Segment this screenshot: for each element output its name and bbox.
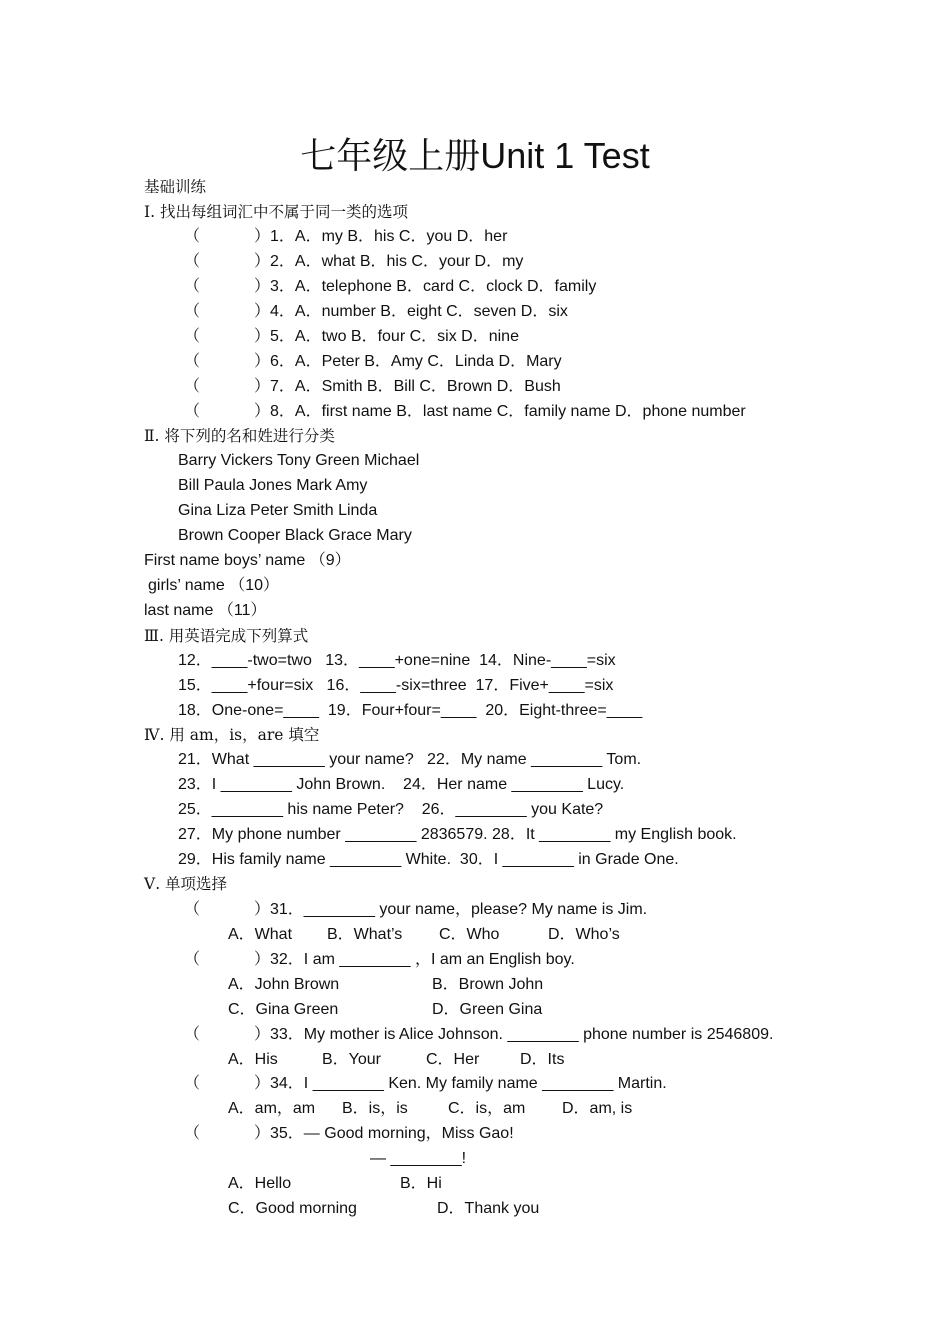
category-girls-name: girls’ name （10） — [148, 577, 280, 594]
option-31-c: C．Who — [439, 926, 500, 943]
option-34-b: B．is，is — [342, 1100, 408, 1117]
option-31-d: D．Who’s — [548, 926, 620, 943]
option-31-b: B．What’s — [327, 926, 403, 943]
option-32-b: B．Brown John — [432, 976, 544, 993]
answer-paren: （ — [184, 901, 201, 918]
category-boys-name: First name boys’ name （9） — [144, 552, 351, 569]
option-32-c: C．Gina Green — [228, 1001, 339, 1018]
names-row-2: Bill Paula Jones Mark Amy — [178, 477, 368, 494]
answer-paren: （ — [184, 303, 201, 320]
answer-paren: （ — [184, 1125, 201, 1142]
question-3: ）3．A．telephone B．card C．clock D．family — [254, 278, 597, 295]
question-32: ）32．I am ________ ，I am an English boy. — [254, 951, 575, 968]
question-33: ）33．My mother is Alice Johnson. ________ phone number is 2546809. — [254, 1026, 774, 1043]
part1-heading: Ⅰ. 找出每组词汇中不属于同一类的选项 — [144, 203, 408, 221]
answer-paren: （ — [184, 1026, 201, 1043]
fill-line-1: 21．What ________ your name? 22．My name ________ Tom. — [178, 751, 642, 768]
answer-paren: （ — [184, 403, 201, 420]
answer-paren: （ — [184, 328, 201, 345]
answer-paren: （ — [184, 278, 201, 295]
names-row-1: Barry Vickers Tony Green Michael — [178, 452, 420, 469]
answer-paren: （ — [184, 1075, 201, 1092]
option-35-d: D．Thank you — [437, 1200, 540, 1217]
math-line-2: 15．____+four=six 16．____-six=three 17．Five+____=six — [178, 677, 614, 694]
option-35-b: B．Hi — [400, 1175, 442, 1192]
answer-paren: （ — [184, 228, 201, 245]
option-33-b: B．Your — [322, 1051, 382, 1068]
option-33-d: D．Its — [520, 1051, 565, 1068]
option-34-c: C．is，am — [448, 1100, 526, 1117]
category-last-name: last name （11） — [144, 602, 267, 619]
math-line-1: 12．____-two=two 13．____+one=nine 14．Nine-____=six — [178, 652, 616, 669]
fill-line-2: 23．I ________ John Brown. 24．Her name ________ Lucy. — [178, 776, 625, 793]
part3-heading: Ⅲ. 用英语完成下列算式 — [144, 627, 309, 645]
answer-paren: （ — [184, 353, 201, 370]
part5-heading: Ⅴ. 单项选择 — [144, 875, 228, 893]
question-35-reply: — ________! — [370, 1150, 467, 1167]
fill-line-3: 25．________ his name Peter? 26．________ you Kate? — [178, 801, 604, 818]
option-35-c: C．Good morning — [228, 1200, 357, 1217]
option-34-a: A．am，am — [228, 1100, 316, 1117]
option-34-d: D．am, is — [562, 1100, 633, 1117]
question-8: ）8．A．first name B．last name C．family name D．phone number — [254, 403, 746, 420]
part4-heading: Ⅳ. 用 am，is，are 填空 — [144, 726, 320, 744]
fill-line-5: 29．His family name ________ White. 30．I ________ in Grade One. — [178, 851, 679, 868]
question-1: ）1．A．my B．his C．you D．her — [254, 228, 508, 245]
question-7: ）7．A．Smith B．Bill C．Brown D．Bush — [254, 378, 561, 395]
option-33-c: C．Her — [426, 1051, 480, 1068]
math-line-3: 18．One-one=____ 19．Four+four=____ 20．Eight-three=____ — [178, 702, 643, 719]
answer-paren: （ — [184, 951, 201, 968]
option-33-a: A．His — [228, 1051, 278, 1068]
option-31-a: A．What — [228, 926, 293, 943]
names-row-3: Gina Liza Peter Smith Linda — [178, 502, 378, 519]
question-34: ）34．I ________ Ken. My family name ________ Martin. — [254, 1075, 667, 1092]
answer-paren: （ — [184, 253, 201, 270]
part2-heading: Ⅱ. 将下列的名和姓进行分类 — [144, 427, 335, 445]
question-5: ）5．A．two B．four C．six D．nine — [254, 328, 519, 345]
question-6: ）6．A．Peter B．Amy C．Linda D．Mary — [254, 353, 562, 370]
section-basic-training: 基础训练 — [144, 178, 207, 196]
names-row-4: Brown Cooper Black Grace Mary — [178, 527, 412, 544]
option-35-a: A．Hello — [228, 1175, 292, 1192]
page-title: 七年级上册Unit 1 Test — [300, 135, 650, 176]
question-4: ）4．A．number B．eight C．seven D．six — [254, 303, 568, 320]
answer-paren: （ — [184, 378, 201, 395]
option-32-a: A．John Brown — [228, 976, 340, 993]
fill-line-4: 27．My phone number ________ 2836579. 28．It ________ my English book. — [178, 826, 737, 843]
question-31: ）31．________ your name，please? My name is Jim. — [254, 901, 648, 918]
option-32-d: D．Green Gina — [432, 1001, 543, 1018]
question-35: ）35．— Good morning，Miss Gao! — [254, 1125, 514, 1142]
question-2: ）2．A．what B．his C．your D．my — [254, 253, 524, 270]
